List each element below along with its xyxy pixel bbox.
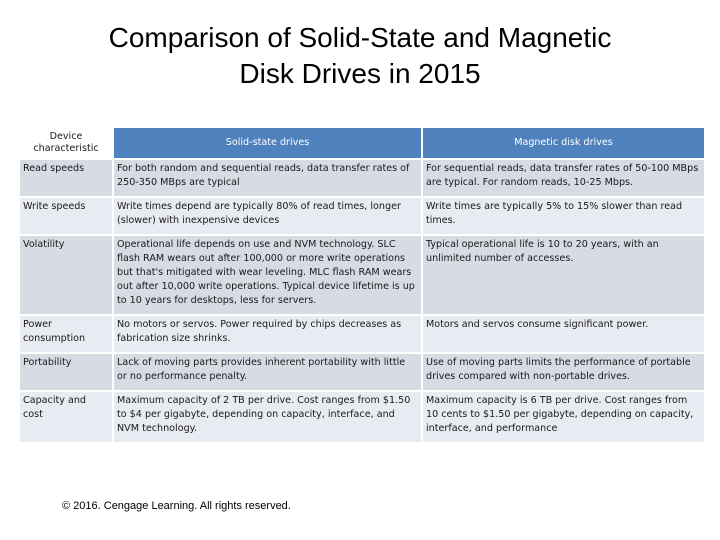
row-solid-state-cell: Lack of moving parts provides inherent portability with little or no performance penalty.: [114, 354, 421, 390]
row-characteristic: Power consumption: [20, 316, 112, 352]
table-header-row: [20, 128, 704, 158]
row-characteristic: Portability: [20, 354, 112, 390]
slide-title-line-1: Comparison of Solid-State and Magnetic: [108, 22, 612, 53]
table-row: [20, 354, 704, 390]
row-magnetic-cell: Use of moving parts limits the performance of portable drives compared with non-portable drives.: [423, 354, 704, 390]
row-characteristic: Volatility: [20, 236, 112, 314]
row-characteristic: Capacity and cost: [20, 392, 112, 442]
column-header-magnetic: Magnetic disk drives: [423, 128, 704, 158]
row-magnetic-cell: Write times are typically 5% to 15% slower than read times.: [423, 198, 704, 234]
column-header-solid-state: Solid-state drives: [114, 128, 421, 158]
table-row: [20, 160, 704, 196]
column-header-characteristic: Device characteristic: [20, 128, 112, 158]
row-characteristic: Write speeds: [20, 198, 112, 234]
table-row: [20, 392, 704, 442]
row-solid-state-cell: For both random and sequential reads, data transfer rates of 250-350 MBps are typical: [114, 160, 421, 196]
table-row: [20, 198, 704, 234]
row-characteristic: Read speeds: [20, 160, 112, 196]
row-solid-state-cell: Write times depend are typically 80% of read times, longer (slower) with inexpensive devices: [114, 198, 421, 234]
comparison-table-container: [18, 126, 702, 444]
row-solid-state-cell: Maximum capacity of 2 TB per drive. Cost ranges from $1.50 to $4 per gigabyte, depending on capacity, interface, and NVM technology.: [114, 392, 421, 442]
row-solid-state-cell: Operational life depends on use and NVM technology. SLC flash RAM wears out after 100,000 or more write operations but that's mitigated with wear leveling. MLC flash RAM wears out after 10,000 write operations. Typical device lifetime is up to 10 years for desktops, less for servers.: [114, 236, 421, 314]
copyright-notice: © 2016. Cengage Learning. All rights reserved.: [62, 500, 291, 512]
slide-title: [0, 20, 720, 92]
comparison-table: [18, 126, 706, 444]
table-row: [20, 236, 704, 314]
row-magnetic-cell: For sequential reads, data transfer rates of 50-100 MBps are typical. For random reads, 10-25 Mbps.: [423, 160, 704, 196]
table-row: [20, 316, 704, 352]
row-magnetic-cell: Motors and servos consume significant power.: [423, 316, 704, 352]
row-magnetic-cell: Typical operational life is 10 to 20 years, with an unlimited number of accesses.: [423, 236, 704, 314]
slide-title-line-2: Disk Drives in 2015: [239, 58, 481, 89]
row-magnetic-cell: Maximum capacity is 6 TB per drive. Cost ranges from 10 cents to $1.50 per gigabyte, depending on capacity, interface, and performance: [423, 392, 704, 442]
row-solid-state-cell: No motors or servos. Power required by chips decreases as fabrication size shrinks.: [114, 316, 421, 352]
